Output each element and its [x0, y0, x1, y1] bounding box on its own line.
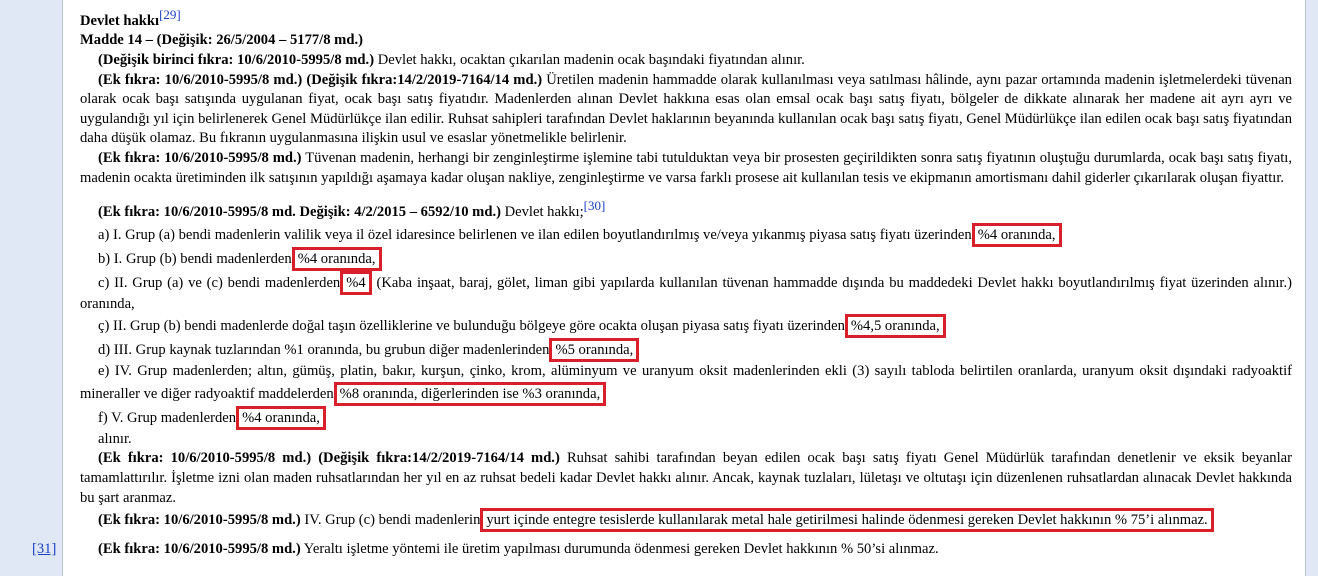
paragraph-5: (Ek fıkra: 10/6/2010-5995/8 md.) (Değişik fıkra:14/2/2019-7164/14 md.) Ruhsat sahibi tarafından beyan edilen ocak başı satış fiyatı Genel Müdürlük tarafından denetlenir ve eksik beyanlar tamamlattırılır. İşletme izni olan maden ruhsatlarından her yıl en az ruhsat bedeli kadar Devlet hakkı alınır. Ancak, kaynak tuzlaları, lületaşı ve oltutaşı için düzenlenen ruhsatlardan alınacak Devlet hakkında bu şart aranmaz.	[80, 450, 1293, 506]
list-item-cc: ç) II. Grup (b) bendi madenlerde doğal taşın özelliklerine ve bulunduğu bölgeye göre ocakta oluşan piyasa satış fiyatı üzerinden %4,5 oranında,	[80, 314, 1292, 338]
section-heading	[80, 5, 1292, 31]
rate-highlight-b: %4 oranında,	[292, 247, 382, 271]
footnote-link-30[interactable]: [30]	[583, 198, 606, 214]
highlight-75-percent: yurt içinde entegre tesislerde kullanılarak metal hale getirilmesi halinde ödenmesi gereken Devlet hakkının % 75’i alınmaz.	[480, 508, 1213, 532]
footnote-link-29[interactable]: [29]	[159, 7, 181, 22]
list-closing: alınır.	[98, 430, 132, 447]
rate-highlight-f: %4 oranında,	[236, 406, 326, 430]
rate-highlight-a: %4 oranında,	[972, 223, 1062, 247]
section-title: Devlet hakkı	[80, 12, 160, 29]
law-text	[80, 5, 1292, 560]
rate-highlight-cc: %4,5 oranında,	[845, 314, 946, 338]
paragraph-2: (Ek fıkra: 10/6/2010-5995/8 md.) (Değişik fıkra:14/2/2019-7164/14 md.) Üretilen madenin hammadde olarak kullanılması veya satılması hâlinde, aynı pazar ortamında madenin işletmelerdeki tüvenan olarak ocak başı satışında uygulanan fiyat, ocak başı satış fiyatıdır. Madenlerden alınan Devlet hakkına esas olan emsal ocak başı satış fiyatı, bölgeler de dikkate alınarak her madene ait ayrı ayrı ve uygulandığı yıl için belirlenerek Genel Müdürlükçe ilan edilir. Ruhsat sahipleri tarafından Devlet haklarının beyanında kullanılan ocak başı satış fiyatı, Genel Müdürlükçe ilan edilen ocak başı satış fiyatından daha düşük olamaz. Bu fıkranın uygulanmasına ilişkin usul ve esaslar yönetmelikle belirlenir.	[80, 71, 1292, 147]
paragraph-3: (Ek fıkra: 10/6/2010-5995/8 md.) Tüvenan madenin, herhangi bir zenginleştirme işlemine tabi tutulduktan veya bir prosesten geçirildikten sonra satış fiyatının oluştuğu durumlarda, ocak başı satış fiyatı, madenin ocakta üretiminden ilk satışının yapıldığı aşamaya kadar oluşan nakliye, zenginleştirme ve varsa farklı prosese ait kullanılan tesis ve ekipmanın amortismanı dahil giderler çıkarılarak oluşan fiyattır.	[80, 150, 1292, 186]
rate-highlight-c: %4	[340, 271, 371, 295]
list-item-e: e) IV. Grup madenlerden; altın, gümüş, platin, bakır, kurşun, çinko, krom, alüminyum ve uranyum oksit madenlerinden ekli (3) sayılı tabloda belirtilen oranlarda, uranyum oksit dışındaki radyoaktif mineraller ve diğer radyoaktif maddelerden %8 oranında, diğerlerinden ise %3 oranında,	[80, 362, 1292, 406]
list-item-c: c) II. Grup (a) ve (c) bendi madenlerden %4 (Kaba inşaat, baraj, gölet, liman gibi yapılarda kullanılan tüvenan hammadde dışında bu maddedeki Devlet hakkı boyutlandırılmış fiyat üzerinden alınır.) oranında,	[80, 271, 1292, 315]
list-item-f: f) V. Grup madenlerden %4 oranında,	[80, 406, 1292, 430]
footnote-link-31[interactable]: [31]	[32, 541, 57, 557]
rate-highlight-e: %8 oranında, diğerlerinden ise %3 oranında,	[334, 382, 607, 406]
rate-highlight-d: %5 oranında,	[549, 338, 639, 362]
list-item-d: d) III. Grup kaynak tuzlarından %1 oranında, bu grubun diğer madenlerinden %5 oranında,	[80, 338, 1292, 362]
paragraph-1: (Değişik birinci fıkra: 10/6/2010-5995/8 md.) Devlet hakkı, ocaktan çıkarılan madenin ocak başındaki fiyatından alınır.	[98, 52, 805, 69]
paragraph-7: (Ek fıkra: 10/6/2010-5995/8 md.) Yeraltı işletme yöntemi ile üretim yapılması durumunda ödenmesi gereken Devlet hakkının % 50’si alınmaz.	[98, 541, 939, 558]
paragraph-6: (Ek fıkra: 10/6/2010-5995/8 md.) IV. Grup (c) bendi madenlerin yurt içinde entegre tesislerde kullanılarak metal hale getirilmesi halinde ödenmesi gereken Devlet hakkının % 75’i alınmaz.	[80, 508, 1292, 532]
article-title: Madde 14 – (Değişik: 26/5/2004 – 5177/8 md.)	[80, 32, 363, 49]
list-item-a: a) I. Grup (a) bendi madenlerin valilik veya il özel idaresince belirlenen ve ilan edilen boyutlandırılmış ve/veya yıkanmış piyasa satış fiyatı üzerinden %4 oranında,	[80, 223, 1292, 247]
list-item-b: b) I. Grup (b) bendi madenlerden %4 oranında,	[80, 247, 1292, 271]
document-page	[62, 0, 1306, 576]
paragraph-4: (Ek fıkra: 10/6/2010-5995/8 md. Değişik: 4/2/2015 – 6592/10 md.) Devlet hakkı;[30]	[98, 198, 606, 221]
